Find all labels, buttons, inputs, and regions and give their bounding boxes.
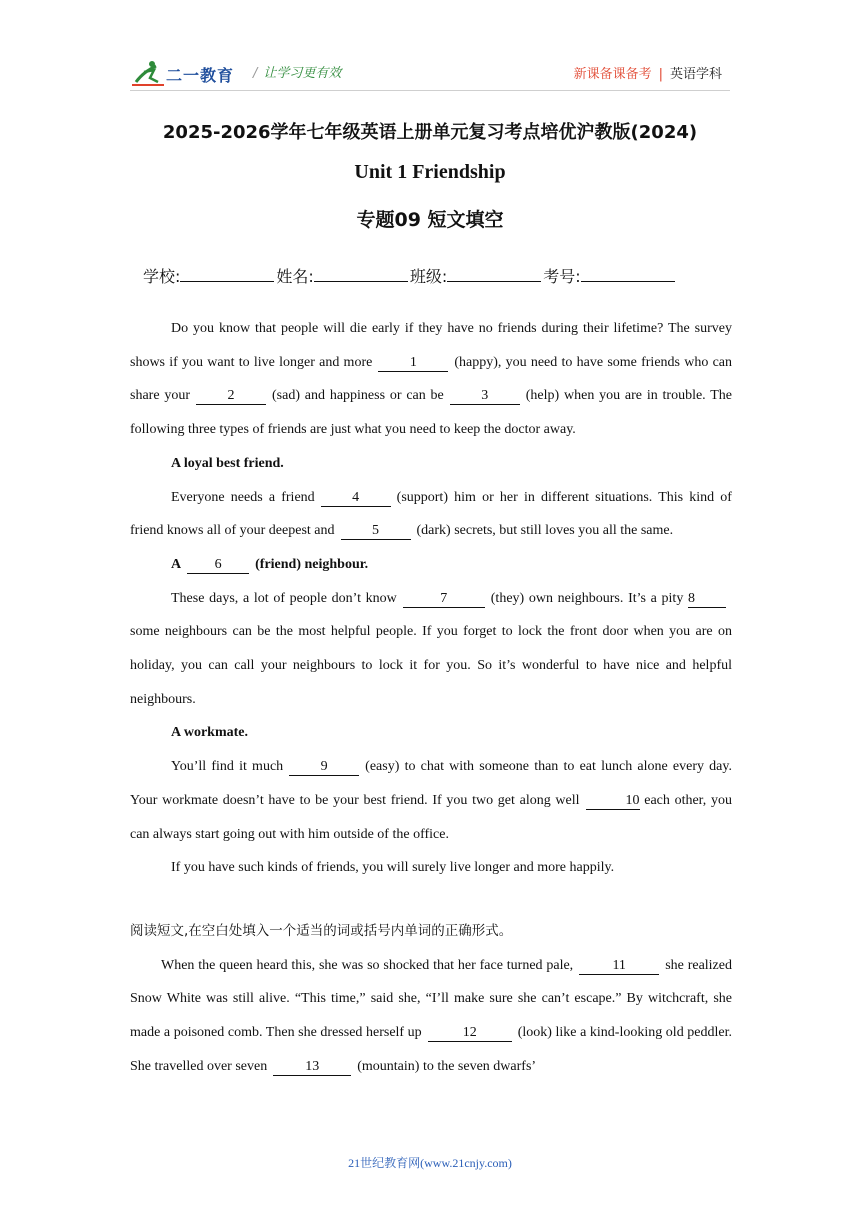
class-label: 班级: [409,267,448,286]
blank-10[interactable]: 10 [586,793,640,810]
blank-3[interactable]: 3 [450,388,520,405]
slogan-slash: / [253,66,258,81]
school-field[interactable] [180,267,274,282]
paragraph: If you have such kinds of friends, you will surely live longer and more happily. [171,860,615,876]
header-separator: | [658,67,663,82]
number-field[interactable] [581,267,675,282]
section-heading: A workmate. [171,725,248,741]
blank-8[interactable]: 8 [688,591,726,608]
blank-1[interactable]: 1 [378,355,448,372]
unit-title: Unit 1 Friendship [354,161,506,183]
paragraph: You’ll find it much 9 (easy) to chat with someone than to eat lunch alone every day. Your workmate doesn’t have to be your best friend. If you two get along well 10 each other, you can always start going out with him outside of the office. [130,759,732,842]
exercise-body [130,312,732,1083]
logo-text: 二一教育 [166,66,235,85]
class-field[interactable] [447,267,541,282]
blank-4[interactable]: 4 [321,490,391,507]
page-header [130,56,730,91]
instruction: 阅读短文,在空白处填入一个适当的词或括号内单词的正确形式。 [130,922,513,939]
section-heading: A 6 (friend) neighbour. [171,556,369,572]
header-right [574,63,722,82]
blank-7[interactable]: 7 [403,591,485,608]
blank-5[interactable]: 5 [341,523,411,540]
blank-12[interactable]: 12 [428,1025,512,1042]
number-label: 考号: [543,267,581,286]
blank-2[interactable]: 2 [196,388,266,405]
paragraph: When the queen heard this, she was so shocked that her face turned pale, 11 she realized Snow White was still alive. “This time,” said she, “I’ll make sure she can’t escape.” By witchcraft, she made a poisoned comb. Then she dressed herself up 12 (look) like a kind-looking old peddler. She travelled over seven 13 (mountain) to the seven dwarfs’ [130,957,732,1074]
paragraph: Everyone needs a friend 4 (support) him or her in different situations. This kind of friend knows all of your deepest and 5 (dark) secrets, but still loves you all the same. [130,489,732,539]
header-label: 新课备课备考 [573,67,652,82]
topic-title: 专题09 短文填空 [356,209,504,231]
slogan-text: 让学习更有效 [263,66,342,81]
logo [130,58,240,88]
document-title: 2025-2026学年七年级英语上册单元复习考点培优沪教版(2024) [162,122,698,143]
name-field[interactable] [314,267,408,282]
section-heading: A loyal best friend. [171,455,284,471]
school-label: 学校: [143,267,181,286]
blank-6[interactable]: 6 [187,557,249,574]
paragraph: These days, a lot of people don’t know 7 (they) own neighbours. It’s a pity 8some neighbours can be the most helpful people. If you forget to lock the front door when you are on holiday, you can call your neighbours to lock it for you. So it’s wonderful to have nice and helpful neighbours. [130,590,732,707]
blank-13[interactable]: 13 [273,1059,351,1076]
subject-label: 英语学科 [669,67,722,82]
page-footer: 21世纪教育网(www.21cnjy.com) [348,1156,512,1170]
paragraph: Do you know that people will die early if they have no friends during their lifetime? The survey shows if you want to live longer and more 1 (happy), you need to have some friends who can share your 2 (sad) and happiness or can be 3 (help) when you are in trouble. The following three types of friends are just what you need to keep the doctor away. [130,321,733,438]
student-info-row [143,264,677,287]
blank-11[interactable]: 11 [579,958,659,975]
slogan [253,62,341,81]
name-label: 姓名: [276,267,314,286]
blank-9[interactable]: 9 [289,759,359,776]
